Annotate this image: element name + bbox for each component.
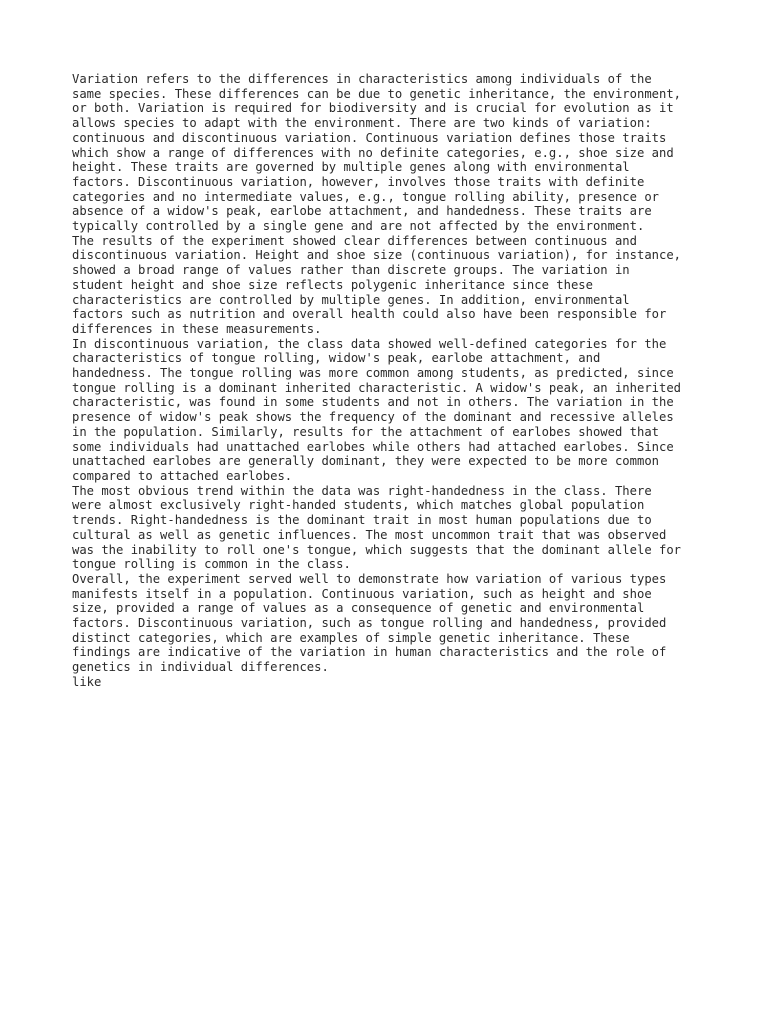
paragraph-conclusion: Overall, the experiment served well to demonstrate how variation of various types manifests itself in a population. Continuous variation, such as height and shoe size, provided a range of values as a consequence of genetic and environmental factors. Discontinuous variation, such as tongue rolling and handedness, provided distinct categories, which are examples of simple genetic inheritance. These findings are indicative of the variation in human characteristics and the role of genetics in individual differences. — [72, 571, 667, 675]
paragraph-trends: The most obvious trend within the data was right-handedness in the class. There were almost exclusively right-handed students, which matches global population trends. Right-handedness is the dominant trait in most human populations due to cultural as well as genetic influences. The most uncommon trait that was observed was the inability to roll one's tongue, which suggests that the dominant allele for tongue rolling is common in the class. — [72, 483, 682, 572]
paragraph-discontinuous: In discontinuous variation, the class data showed well-defined categories for the characteristics of tongue rolling, widow's peak, earlobe attachment, and handedness. The tongue rolling was more common among students, as predicted, since tongue rolling is a dominant inherited characteristic. A widow's peak, an inherited characteristic, was found in some students and not in others. The variation in the presence of widow's peak shows the frequency of the dominant and recessive alleles in the population. Similarly, results for the attachment of earlobes showed that some individuals had unattached earlobes while others had attached earlobes. Since unattached earlobes are generally dominant, they were expected to be more common compared to attached earlobes. — [72, 336, 682, 483]
paragraph-intro: Variation refers to the differences in characteristics among individuals of the same species. These differences can be due to genetic inheritance, the environment, or both. Variation is required for biodiversity and is crucial for evolution as it allows species to adapt with the environment. There are two kinds of variation: continuous and discontinuous variation. Continuous variation defines those traits which show a range of differences with no definite categories, e.g., shoe size and height. These traits are governed by multiple genes along with environmental factors. Discontinuous variation, however, involves those traits with definite categories and no intermediate values, e.g., tongue rolling ability, presence or absence of a widow's peak, earlobe attachment, and handedness. These traits are typically controlled by a single gene and are not affected by the environment. — [72, 72, 682, 234]
paragraph-trailing: like — [72, 674, 102, 689]
paragraph-results: The results of the experiment showed clear differences between continuous and discontinuous variation. Height and shoe size (continuous variation), for instance, showed a broad range of values rather than discrete groups. The variation in student height and shoe size reflects polygenic inheritance since these characteristics are controlled by multiple genes. In addition, environmental factors such as nutrition and overall health could also have been responsible for differences in these measurements. — [72, 233, 682, 336]
document-body — [72, 72, 712, 690]
